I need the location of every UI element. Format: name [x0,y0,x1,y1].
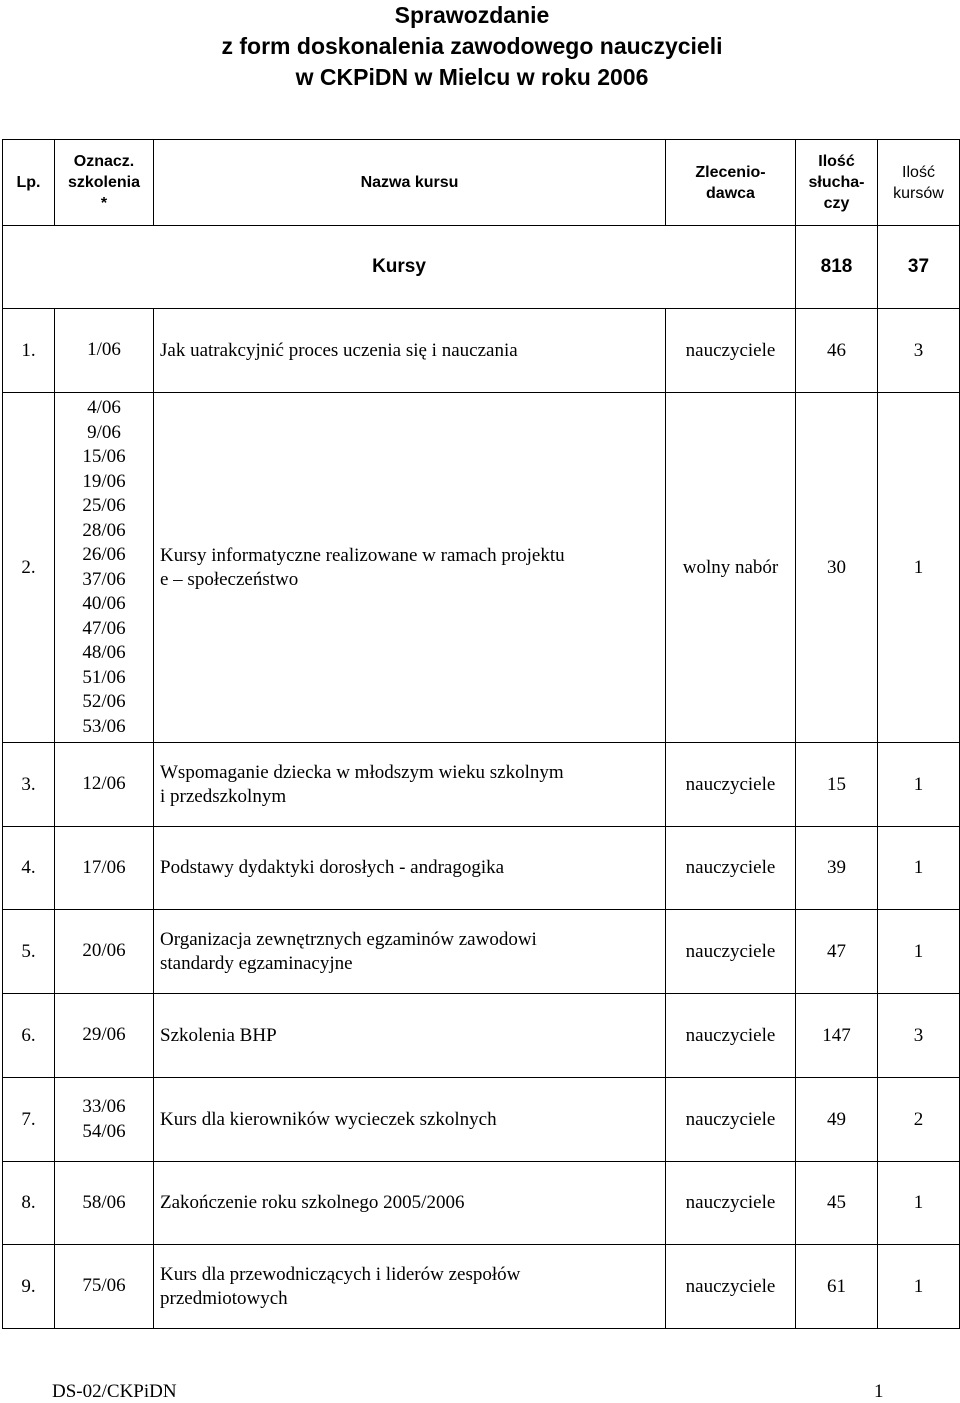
table-row [3,827,960,910]
row-number: 3. [3,743,55,827]
course-name-line: i przedszkolnym [160,785,287,807]
table-row [3,743,960,827]
course-name [154,1162,666,1245]
course-codes [55,743,154,827]
courses-count: 1 [878,1162,960,1245]
course-name-line: Organizacja zewnętrznych egzaminów zawodowi [160,928,537,950]
course-name-line: e – społeczeństwo [160,568,299,590]
course-client: nauczyciele [666,910,796,994]
course-client: nauczyciele [666,994,796,1078]
participants-count: 147 [796,994,878,1078]
courses-count: 1 [878,393,960,743]
courses-count: 3 [878,994,960,1078]
course-code: 15/06 [82,446,126,467]
course-client: nauczyciele [666,1078,796,1162]
course-code: 1/06 [87,339,121,361]
footer-doc-id: DS-02/CKPiDN [52,1381,177,1402]
row-number: 2. [3,393,55,743]
course-name [154,910,666,994]
courses-count: 2 [878,1078,960,1162]
row-number: 5. [3,910,55,994]
title-line-2: z form doskonalenia zawodowego nauczycieli [221,33,723,59]
document-title [0,0,944,93]
course-codes [55,827,154,910]
row-number: 6. [3,994,55,1078]
course-name [154,309,666,393]
course-codes [55,1078,154,1162]
course-code: 25/06 [82,495,126,516]
course-code: 52/06 [82,691,126,712]
summary-courses: 37 [878,226,960,309]
courses-count: 1 [878,743,960,827]
courses-table [2,139,960,1329]
row-number: 4. [3,827,55,910]
table-row [3,1245,960,1329]
course-code: 40/06 [82,593,126,614]
course-code: 54/06 [82,1120,126,1142]
summary-row [3,226,960,309]
participants-count: 45 [796,1162,878,1245]
courses-count: 1 [878,1245,960,1329]
course-code: 12/06 [82,773,126,795]
course-name-line: Kursy informatyczne realizowane w ramach projektu [160,544,565,566]
course-code: 47/06 [82,617,126,639]
summary-label: Kursy [3,226,796,309]
participants-count: 61 [796,1245,878,1329]
courses-count: 3 [878,309,960,393]
course-name-line: Jak uatrakcyjnić proces uczenia się i nauczania [160,339,518,361]
course-name-line: przedmiotowych [160,1287,288,1309]
participants-count: 15 [796,743,878,827]
table-header-row [3,140,960,226]
course-client: wolny nabór [666,393,796,743]
course-client: nauczyciele [666,309,796,393]
course-code: 48/06 [82,642,126,663]
course-codes [55,1162,154,1245]
course-name-line: Zakończenie roku szkolnego 2005/2006 [160,1192,465,1213]
course-name-line: standardy egzaminacyjne [160,952,353,974]
table-row [3,309,960,393]
course-name [154,743,666,827]
table-row [3,994,960,1078]
course-client: nauczyciele [666,1162,796,1245]
table-row [3,910,960,994]
course-codes [55,1245,154,1329]
header-course-name: Nazwa kursu [154,140,666,226]
course-name [154,393,666,743]
course-name [154,1245,666,1329]
courses-count: 1 [878,910,960,994]
participants-count: 46 [796,309,878,393]
row-number: 7. [3,1078,55,1162]
course-codes [55,910,154,994]
course-code: 19/06 [82,470,126,492]
course-code: 9/06 [87,421,121,443]
course-codes [55,393,154,743]
course-name [154,1078,666,1162]
course-name-line: Szkolenia BHP [160,1024,277,1046]
participants-count: 30 [796,393,878,743]
course-code: 58/06 [82,1191,126,1213]
header-lp: Lp. [3,140,55,226]
course-code: 4/06 [87,397,121,418]
course-code: 75/06 [82,1275,126,1297]
course-code: 17/06 [82,856,126,878]
course-name-line: Wspomaganie dziecka w młodszym wieku szkolnym [160,761,564,783]
title-line-1: Sprawozdanie [394,2,550,28]
course-code: 20/06 [82,940,126,962]
row-number: 1. [3,309,55,393]
header-participants: Ilość słucha- czy [796,140,878,226]
course-codes [55,309,154,393]
summary-participants: 818 [796,226,878,309]
course-code: 28/06 [82,519,126,541]
title-line-3: w CKPiDN w Mielcu w roku 2006 [295,64,649,90]
row-number: 9. [3,1245,55,1329]
course-client: nauczyciele [666,743,796,827]
course-name-line: Kurs dla przewodniczących i liderów zespołów [160,1263,521,1285]
table-row [3,393,960,743]
course-codes [55,994,154,1078]
header-course-count: Ilość kursów [878,140,960,226]
course-name-line: Podstawy dydaktyki dorosłych - andragogika [160,857,505,878]
course-name-line: Kurs dla kierowników wycieczek szkolnych [160,1108,497,1130]
course-client: nauczyciele [666,827,796,910]
header-code: Oznacz. szkolenia * [55,140,154,226]
course-code: 37/06 [82,568,126,590]
table-row [3,1162,960,1245]
participants-count: 47 [796,910,878,994]
course-code: 29/06 [82,1024,126,1046]
course-name [154,994,666,1078]
participants-count: 49 [796,1078,878,1162]
header-client: Zlecenio- dawca [666,140,796,226]
courses-count: 1 [878,827,960,910]
row-number: 8. [3,1162,55,1245]
course-code: 26/06 [82,544,126,565]
course-code: 53/06 [82,715,126,737]
table-row [3,1078,960,1162]
course-client: nauczyciele [666,1245,796,1329]
course-name [154,827,666,910]
course-code: 33/06 [82,1096,126,1117]
course-code: 51/06 [82,666,126,688]
participants-count: 39 [796,827,878,910]
footer-page-number: 1 [874,1381,884,1402]
